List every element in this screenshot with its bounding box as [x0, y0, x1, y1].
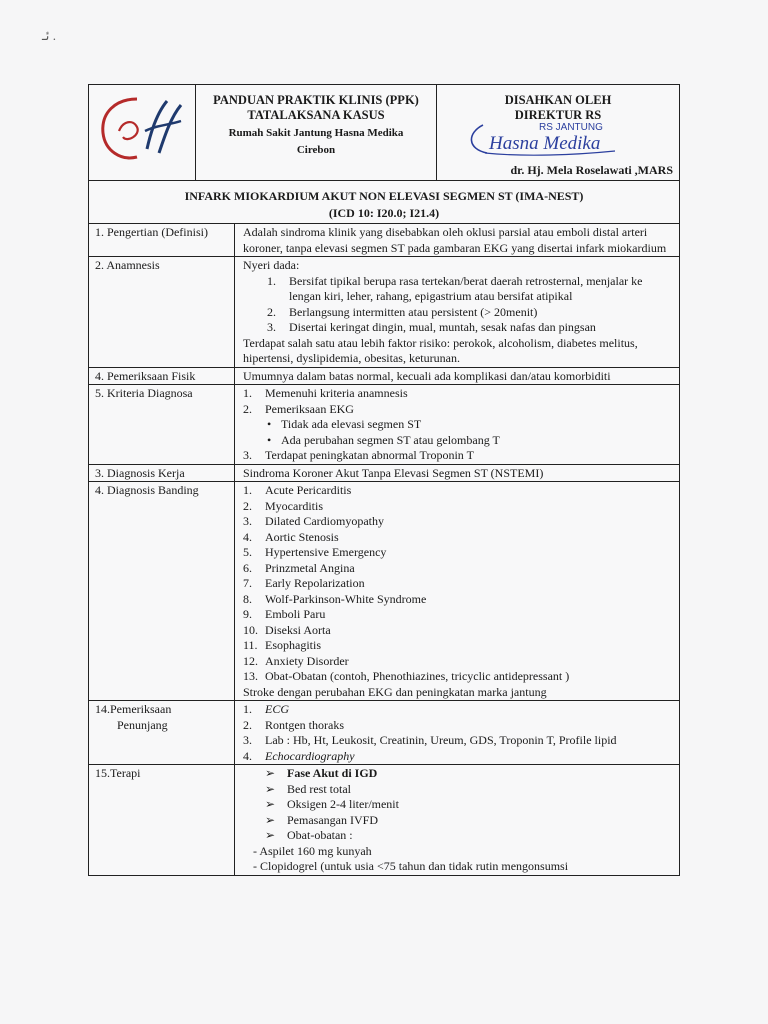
row-diagnosis-banding — [89, 482, 679, 701]
label-diagnosis-kerja: 3. Diagnosis Kerja — [89, 465, 235, 482]
row-definisi — [89, 224, 679, 257]
icd-code: (ICD 10: I20.0; I21.4) — [328, 206, 440, 220]
ppk-title-line2: TATALAKSANA KASUS — [247, 108, 385, 122]
document-header — [89, 85, 679, 181]
scan-mark: ئـ . — [42, 28, 56, 43]
ppk-title-line1: PANDUAN PRAKTIK KLINIS (PPK) — [213, 93, 419, 107]
banding-list — [243, 483, 673, 685]
list-item: ➢ Oksigen 2-4 liter/menit — [265, 797, 399, 811]
list-item: 1. Memenuhi kriteria anamnesis — [243, 386, 408, 400]
list-item: 12. Anxiety Disorder — [243, 653, 349, 668]
anamnesis-list — [243, 274, 673, 336]
svg-text:RS JANTUNG: RS JANTUNG — [539, 122, 603, 133]
director-label: DIREKTUR RS — [514, 108, 602, 122]
label-penunjang-line1: 14.Pemeriksaan — [95, 702, 172, 716]
content-terapi — [235, 765, 679, 875]
label-anamnesis: 2. Anamnesis — [89, 257, 235, 367]
label-definisi: 1. Pengertian (Definisi) — [89, 224, 235, 256]
list-item: 1. Acute Pericarditis — [243, 483, 352, 497]
label-penunjang — [89, 701, 235, 764]
ekg-bullets — [243, 417, 673, 448]
list-item: ➢ Pemasangan IVFD — [265, 812, 378, 827]
arrow-bullet-icon: ➢ — [265, 766, 276, 780]
arrow-bullet-icon: ➢ — [265, 828, 276, 842]
penunjang-list — [243, 702, 673, 764]
terapi-line-clopidogrel: - Clopidogrel (untuk usia <75 tahun dan tidak rutin mengonsumsi — [253, 859, 569, 873]
list-item: ➢ Fase Akut di IGD — [265, 766, 378, 780]
list-item: 13. Obat-Obatan (contoh, Phenothiazines, tricyclic antidepressant ) — [243, 669, 570, 683]
row-diagnosis-kerja — [89, 465, 679, 483]
signer-name: dr. Hj. Mela Roselawati ,MARS — [510, 163, 673, 177]
hospital-logo-icon — [97, 91, 189, 171]
label-diagnosis-banding: 4. Diagnosis Banding — [89, 482, 235, 700]
list-item: 1. ECG — [243, 702, 289, 716]
list-item: • Ada perubahan segmen ST atau gelombang T — [281, 433, 673, 449]
row-fisik — [89, 368, 679, 386]
label-kriteria: 5. Kriteria Diagnosa — [89, 385, 235, 464]
text-definisi: Adalah sindroma klinik yang disebabkan oleh oklusi parsial atau emboli distal arteri koroner, tanpa elevasi segmen ST pada gambaran EKG yang disertai infark miokardium — [243, 225, 667, 255]
list-item: 6. Prinzmetal Angina — [243, 560, 355, 575]
hospital-city: Cirebon — [296, 144, 336, 156]
director-stamp-signature-icon — [465, 119, 635, 159]
list-item: 2. Rontgen thoraks — [243, 717, 344, 732]
row-penunjang — [89, 701, 679, 765]
content-diagnosis-banding — [235, 482, 679, 700]
row-terapi — [89, 765, 679, 875]
document-title-row — [89, 181, 679, 224]
list-item: ➢ Bed rest total — [265, 781, 351, 796]
content-kriteria — [235, 385, 679, 464]
label-terapi: 15.Terapi — [89, 765, 235, 875]
list-item: 2. Berlangsung intermitten atau persistent (> 20menit) — [267, 304, 538, 319]
arrow-bullet-icon: ➢ — [265, 797, 276, 811]
list-item: 4. Echocardiography — [243, 748, 355, 763]
label-penunjang-line2: Penunjang — [117, 717, 168, 732]
approval-cell — [437, 85, 679, 180]
row-kriteria — [89, 385, 679, 465]
text-fisik: Umumnya dalam batas normal, kecuali ada komplikasi dan/atau komorbiditi — [243, 368, 611, 383]
hospital-name: Rumah Sakit Jantung Hasna Medika — [228, 127, 404, 139]
kriteria-list-cont — [243, 448, 673, 464]
list-item: 9. Emboli Paru — [243, 607, 326, 621]
terapi-arrow-list — [243, 766, 673, 844]
text-diagnosis-kerja: Sindroma Koroner Akut Tanpa Elevasi Segmen ST (NSTEMI) — [243, 465, 544, 480]
list-item: 5. Hypertensive Emergency — [243, 545, 387, 559]
list-item: 1. Bersifat tipikal berupa rasa tertekan/berat daerah retrosternal, menjalar ke lengan kiri, leher, rahang, epigastrium atau bersifat atipikal — [267, 273, 643, 303]
list-item: 3. Terdapat peningkatan abnormal Troponin T — [243, 448, 474, 462]
document-title: INFARK MIOKARDIUM AKUT NON ELEVASI SEGMEN ST (IMA-NEST) — [184, 189, 584, 203]
ppk-document — [88, 84, 680, 876]
label-fisik: 4. Pemeriksaan Fisik — [89, 368, 235, 385]
svg-text:Hasna Medika: Hasna Medika — [489, 133, 601, 154]
list-item: 7. Early Repolarization — [243, 576, 365, 590]
list-item: 10. Diseksi Aorta — [243, 622, 331, 637]
kriteria-list — [243, 386, 673, 417]
terapi-line-aspilet: - Aspilet 160 mg kunyah — [253, 843, 372, 858]
banding-stroke-note: Stroke dengan perubahan EKG dan peningkatan marka jantung — [243, 684, 547, 699]
list-item: 3. Disertai keringat dingin, mual, muntah, sesak nafas dan pingsan — [267, 320, 596, 334]
row-anamnesis — [89, 257, 679, 368]
content-penunjang — [235, 701, 679, 764]
list-item: 2. Pemeriksaan EKG — [243, 401, 354, 416]
anamnesis-risk-factors: Terdapat salah satu atau lebih faktor risiko: perokok, alcoholism, diabetes melitus, hipertensi, dyslipidemia, obesitas, keturunan. — [243, 335, 638, 365]
list-item: 2. Myocarditis — [243, 498, 323, 513]
list-item: 4. Aortic Stenosis — [243, 529, 339, 544]
title-cell — [196, 85, 437, 180]
list-item: 3. Dilated Cardiomyopathy — [243, 514, 384, 528]
list-item: 8. Wolf-Parkinson-White Syndrome — [243, 591, 427, 606]
logo-cell — [89, 85, 196, 180]
approval-label: DISAHKAN OLEH — [504, 93, 612, 107]
list-item: 3. Lab : Hb, Ht, Leukosit, Creatinin, Ureum, GDS, Troponin T, Profile lipid — [243, 733, 617, 747]
list-item: ➢ Obat-obatan : — [265, 828, 353, 842]
anamnesis-intro: Nyeri dada: — [243, 258, 300, 272]
list-item: • Tidak ada elevasi segmen ST — [281, 417, 673, 433]
arrow-bullet-icon: ➢ — [265, 781, 276, 796]
arrow-bullet-icon: ➢ — [265, 812, 276, 827]
content-anamnesis — [235, 257, 679, 367]
list-item: 11. Esophagitis — [243, 638, 321, 652]
